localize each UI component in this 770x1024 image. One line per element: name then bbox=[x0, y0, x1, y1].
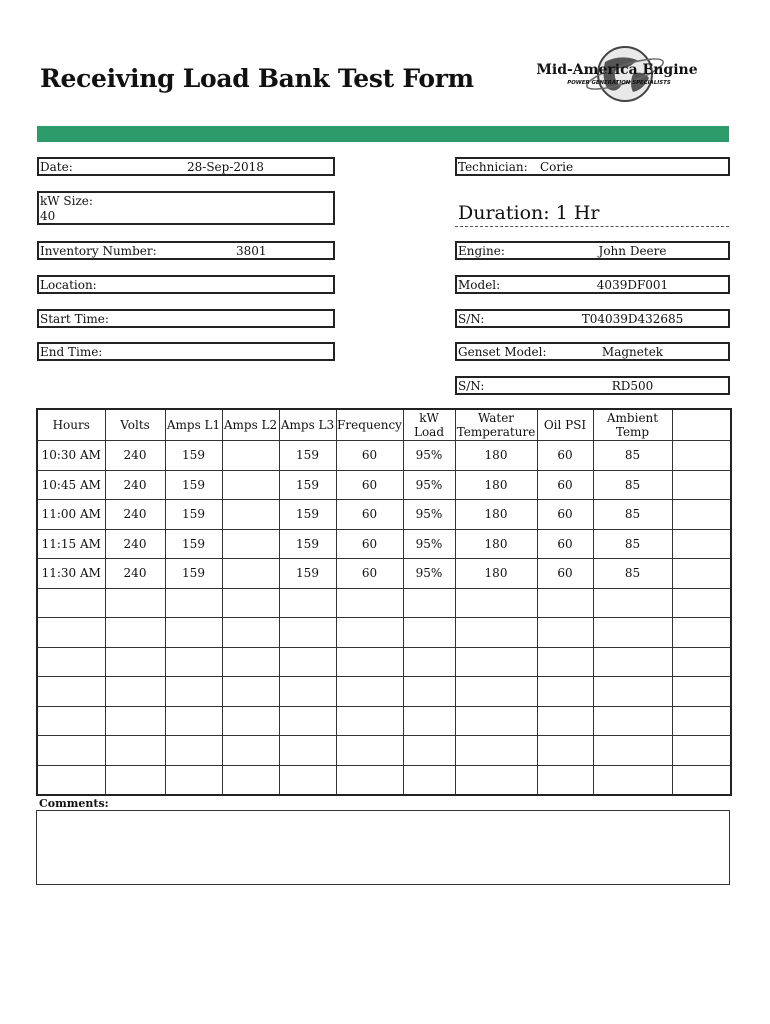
table-cell[interactable]: 159 bbox=[165, 500, 222, 530]
table-cell[interactable] bbox=[455, 588, 537, 618]
table-cell[interactable] bbox=[403, 765, 455, 795]
genset-model-field[interactable] bbox=[455, 342, 730, 361]
table-cell[interactable] bbox=[336, 706, 403, 736]
table-cell[interactable] bbox=[455, 765, 537, 795]
table-cell[interactable]: 95% bbox=[403, 441, 455, 471]
kw-size-value: 40 bbox=[40, 209, 56, 223]
table-cell[interactable]: 159 bbox=[279, 529, 336, 559]
table-row bbox=[37, 559, 731, 589]
table-cell[interactable]: 240 bbox=[105, 470, 165, 500]
model-value: 4039DF001 bbox=[596, 278, 669, 292]
table-cell[interactable]: 60 bbox=[336, 470, 403, 500]
table-cell[interactable]: 159 bbox=[279, 559, 336, 589]
table-cell[interactable] bbox=[537, 765, 593, 795]
table-cell[interactable] bbox=[105, 765, 165, 795]
table-cell[interactable] bbox=[672, 441, 731, 471]
table-cell[interactable] bbox=[455, 647, 537, 677]
column-header: Hours bbox=[37, 409, 105, 441]
table-cell[interactable] bbox=[165, 618, 222, 648]
table-cell[interactable]: 159 bbox=[165, 441, 222, 471]
table-cell[interactable]: 180 bbox=[455, 500, 537, 530]
header-accent-bar bbox=[37, 126, 729, 142]
table-cell[interactable] bbox=[455, 677, 537, 707]
table-cell[interactable] bbox=[279, 618, 336, 648]
table-cell[interactable] bbox=[336, 618, 403, 648]
table-cell[interactable]: 60 bbox=[537, 470, 593, 500]
table-cell[interactable] bbox=[222, 441, 279, 471]
readings-table-header bbox=[37, 409, 731, 441]
table-cell[interactable] bbox=[222, 765, 279, 795]
model-field[interactable] bbox=[455, 275, 730, 294]
table-cell[interactable] bbox=[672, 618, 731, 648]
table-cell[interactable]: 85 bbox=[593, 559, 672, 589]
column-header: Amps L2 bbox=[222, 409, 279, 441]
svg-text:Mid-America Engine: Mid-America Engine bbox=[536, 62, 698, 78]
table-cell[interactable] bbox=[672, 588, 731, 618]
start-time-field[interactable] bbox=[37, 309, 335, 328]
readings-table-body bbox=[37, 441, 731, 796]
table-cell[interactable] bbox=[403, 618, 455, 648]
table-cell[interactable]: 95% bbox=[403, 559, 455, 589]
table-cell[interactable] bbox=[105, 706, 165, 736]
table-cell[interactable] bbox=[672, 736, 731, 766]
svg-text:POWER GENERATION SPECIALISTS: POWER GENERATION SPECIALISTS bbox=[567, 80, 671, 86]
table-row bbox=[37, 736, 731, 766]
model-label: Model: bbox=[458, 278, 501, 292]
table-cell[interactable] bbox=[37, 618, 105, 648]
table-cell[interactable] bbox=[105, 647, 165, 677]
table-cell[interactable]: 85 bbox=[593, 500, 672, 530]
table-cell[interactable] bbox=[37, 706, 105, 736]
table-cell[interactable] bbox=[165, 736, 222, 766]
table-cell[interactable] bbox=[279, 706, 336, 736]
table-cell[interactable]: 240 bbox=[105, 441, 165, 471]
table-cell[interactable]: 11:00 AM bbox=[37, 500, 105, 530]
table-cell[interactable] bbox=[37, 647, 105, 677]
table-cell[interactable] bbox=[279, 736, 336, 766]
table-row bbox=[37, 470, 731, 500]
table-cell[interactable] bbox=[165, 706, 222, 736]
table-cell[interactable] bbox=[336, 736, 403, 766]
table-cell[interactable] bbox=[455, 736, 537, 766]
column-header: Ambient Temp bbox=[593, 409, 672, 441]
kw-size-label: kW Size: bbox=[40, 194, 93, 208]
table-row bbox=[37, 441, 731, 471]
table-cell[interactable] bbox=[279, 588, 336, 618]
table-cell[interactable] bbox=[336, 765, 403, 795]
table-cell[interactable]: 85 bbox=[593, 470, 672, 500]
table-cell[interactable] bbox=[455, 618, 537, 648]
end-time-field[interactable] bbox=[37, 342, 335, 361]
column-header: Water Temperature bbox=[456, 411, 536, 439]
table-row bbox=[37, 706, 731, 736]
table-cell[interactable] bbox=[593, 677, 672, 707]
table-cell[interactable] bbox=[672, 559, 731, 589]
table-cell[interactable] bbox=[279, 677, 336, 707]
technician-value: Corie bbox=[540, 160, 574, 174]
engine-value: John Deere bbox=[598, 244, 667, 258]
table-cell[interactable]: 85 bbox=[593, 529, 672, 559]
table-cell[interactable] bbox=[672, 529, 731, 559]
table-row bbox=[37, 677, 731, 707]
table-cell[interactable] bbox=[672, 677, 731, 707]
table-cell[interactable] bbox=[165, 677, 222, 707]
table-cell[interactable] bbox=[537, 736, 593, 766]
table-cell[interactable] bbox=[279, 647, 336, 677]
table-cell[interactable] bbox=[222, 559, 279, 589]
table-cell[interactable]: 11:15 AM bbox=[37, 529, 105, 559]
table-cell[interactable] bbox=[105, 588, 165, 618]
inventory-number-value: 3801 bbox=[236, 244, 267, 258]
table-cell[interactable]: 95% bbox=[403, 470, 455, 500]
serial-number-value: T04039D432685 bbox=[581, 312, 684, 326]
table-cell[interactable]: 10:30 AM bbox=[37, 441, 105, 471]
table-cell[interactable]: 60 bbox=[336, 441, 403, 471]
comments-box[interactable] bbox=[36, 810, 730, 885]
table-cell[interactable] bbox=[455, 706, 537, 736]
table-cell[interactable]: 85 bbox=[593, 441, 672, 471]
table-cell[interactable]: 95% bbox=[403, 529, 455, 559]
comments-label: Comments: bbox=[39, 797, 109, 810]
table-cell[interactable] bbox=[593, 765, 672, 795]
table-cell[interactable] bbox=[537, 706, 593, 736]
table-cell[interactable] bbox=[222, 500, 279, 530]
column-header bbox=[672, 409, 731, 441]
table-cell[interactable] bbox=[105, 736, 165, 766]
table-header-row bbox=[37, 409, 731, 441]
inventory-number-field[interactable] bbox=[37, 241, 335, 260]
table-cell[interactable]: 159 bbox=[165, 529, 222, 559]
table-cell[interactable]: 60 bbox=[537, 500, 593, 530]
column-header: Volts bbox=[105, 409, 165, 441]
table-cell[interactable] bbox=[672, 765, 731, 795]
table-cell[interactable] bbox=[165, 588, 222, 618]
table-cell[interactable] bbox=[37, 677, 105, 707]
table-row bbox=[37, 529, 731, 559]
table-cell[interactable] bbox=[537, 677, 593, 707]
table-cell[interactable]: 240 bbox=[105, 500, 165, 530]
table-cell[interactable]: 95% bbox=[403, 500, 455, 530]
table-cell[interactable] bbox=[593, 588, 672, 618]
table-cell[interactable] bbox=[403, 588, 455, 618]
table-cell[interactable] bbox=[37, 736, 105, 766]
genset-serial-number-label: S/N: bbox=[458, 379, 485, 393]
table-cell[interactable] bbox=[336, 647, 403, 677]
table-cell[interactable]: 159 bbox=[279, 470, 336, 500]
table-cell[interactable]: 180 bbox=[455, 470, 537, 500]
table-cell[interactable] bbox=[105, 618, 165, 648]
table-cell[interactable]: 60 bbox=[537, 529, 593, 559]
table-cell[interactable]: 180 bbox=[455, 441, 537, 471]
table-cell[interactable] bbox=[537, 618, 593, 648]
table-cell[interactable] bbox=[279, 765, 336, 795]
table-cell[interactable] bbox=[222, 529, 279, 559]
table-cell[interactable] bbox=[593, 618, 672, 648]
table-cell[interactable]: 180 bbox=[455, 529, 537, 559]
table-cell[interactable]: 60 bbox=[336, 559, 403, 589]
readings-table bbox=[36, 408, 732, 796]
table-cell[interactable] bbox=[222, 618, 279, 648]
table-cell[interactable] bbox=[222, 647, 279, 677]
table-cell[interactable] bbox=[672, 470, 731, 500]
end-time-label: End Time: bbox=[40, 345, 103, 359]
table-cell[interactable] bbox=[336, 677, 403, 707]
table-row bbox=[37, 588, 731, 618]
engine-field[interactable] bbox=[455, 241, 730, 260]
engine-label: Engine: bbox=[458, 244, 505, 258]
duration-heading: Duration: 1 Hr bbox=[458, 202, 600, 224]
table-cell[interactable] bbox=[37, 765, 105, 795]
table-cell[interactable] bbox=[165, 765, 222, 795]
inventory-number-label: Inventory Number: bbox=[40, 244, 157, 258]
genset-serial-number-value: RD500 bbox=[611, 379, 654, 393]
table-cell[interactable]: 159 bbox=[279, 500, 336, 530]
table-cell[interactable]: 180 bbox=[455, 559, 537, 589]
location-field[interactable] bbox=[37, 275, 335, 294]
table-cell[interactable] bbox=[222, 470, 279, 500]
table-row bbox=[37, 647, 731, 677]
table-cell[interactable] bbox=[672, 706, 731, 736]
table-row bbox=[37, 500, 731, 530]
serial-number-field[interactable] bbox=[455, 309, 730, 328]
date-label: Date: bbox=[40, 160, 73, 174]
column-header: Frequency bbox=[336, 409, 403, 441]
table-cell[interactable]: 240 bbox=[105, 559, 165, 589]
table-cell[interactable]: 240 bbox=[105, 529, 165, 559]
table-cell[interactable]: 159 bbox=[279, 441, 336, 471]
company-logo bbox=[525, 44, 710, 106]
table-cell[interactable] bbox=[37, 588, 105, 618]
table-cell[interactable] bbox=[672, 647, 731, 677]
start-time-label: Start Time: bbox=[40, 312, 109, 326]
table-cell[interactable]: 159 bbox=[165, 470, 222, 500]
table-cell[interactable] bbox=[105, 677, 165, 707]
table-cell[interactable]: 60 bbox=[336, 500, 403, 530]
serial-number-label: S/N: bbox=[458, 312, 485, 326]
table-cell[interactable] bbox=[593, 736, 672, 766]
table-cell[interactable] bbox=[672, 500, 731, 530]
table-cell[interactable]: 10:45 AM bbox=[37, 470, 105, 500]
genset-model-label: Genset Model: bbox=[458, 345, 547, 359]
column-header: Amps L3 bbox=[279, 409, 336, 441]
genset-serial-number-field[interactable] bbox=[455, 376, 730, 395]
table-cell[interactable] bbox=[165, 647, 222, 677]
kw-size-field[interactable] bbox=[37, 191, 335, 225]
genset-model-value: Magnetek bbox=[601, 345, 664, 359]
table-cell[interactable] bbox=[222, 677, 279, 707]
table-cell[interactable] bbox=[336, 588, 403, 618]
table-cell[interactable] bbox=[593, 647, 672, 677]
table-cell[interactable] bbox=[403, 736, 455, 766]
table-cell[interactable] bbox=[593, 706, 672, 736]
column-header: Amps L1 bbox=[165, 409, 222, 441]
table-cell[interactable]: 60 bbox=[537, 559, 593, 589]
table-cell[interactable] bbox=[403, 677, 455, 707]
table-cell[interactable]: 60 bbox=[537, 441, 593, 471]
column-header: Oil PSI bbox=[537, 409, 593, 441]
duration-underline bbox=[455, 226, 729, 227]
technician-field[interactable] bbox=[455, 157, 730, 176]
table-cell[interactable] bbox=[222, 588, 279, 618]
table-cell[interactable] bbox=[222, 706, 279, 736]
page-title: Receiving Load Bank Test Form bbox=[40, 64, 474, 93]
location-label: Location: bbox=[40, 278, 97, 292]
table-cell[interactable] bbox=[537, 647, 593, 677]
table-row bbox=[37, 618, 731, 648]
table-cell[interactable] bbox=[537, 588, 593, 618]
date-value: 28-Sep-2018 bbox=[187, 160, 264, 174]
table-cell[interactable]: 159 bbox=[165, 559, 222, 589]
table-cell[interactable] bbox=[222, 736, 279, 766]
table-cell[interactable]: 11:30 AM bbox=[37, 559, 105, 589]
technician-label: Technician: bbox=[458, 160, 528, 174]
column-header: kW Load bbox=[403, 409, 455, 441]
date-field[interactable] bbox=[37, 157, 335, 176]
table-cell[interactable]: 60 bbox=[336, 529, 403, 559]
table-row bbox=[37, 765, 731, 795]
table-cell[interactable] bbox=[403, 706, 455, 736]
table-cell[interactable] bbox=[403, 647, 455, 677]
